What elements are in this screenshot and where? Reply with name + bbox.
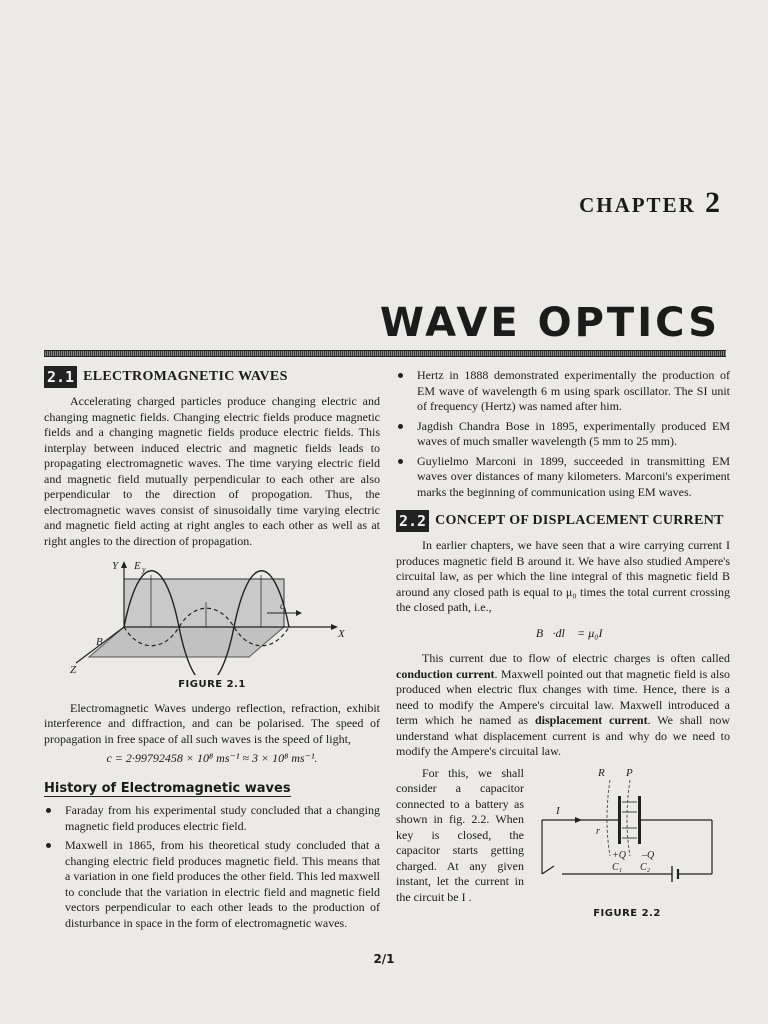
current-i-label: I [556, 804, 560, 817]
page-number: 2/1 [373, 952, 395, 966]
chapter-title: WAVE OPTICS [379, 300, 720, 346]
section-number: 2.1 [44, 366, 77, 388]
history-heading: History of Electromagnetic waves [44, 780, 291, 796]
speed-of-light-equation: c = 2·99792458 × 10⁸ ms⁻¹ ≈ 3 × 10⁸ ms⁻¹. [106, 751, 318, 765]
bullet-icon [398, 424, 403, 429]
figure-2-2 [532, 766, 722, 922]
section-2-2-paragraph: In earlier chapters, we have seen that a wire carrying current I produces magnetic field B around it. We have also studied Ampere's circuital law, as per which the line integral of this magnetic field B around any closed path is equal to μ₀ times the total current crossing the closed path, i.e., [396, 538, 730, 614]
bullet-icon [46, 843, 51, 848]
title-rule [44, 350, 726, 357]
chapter-label: CHAPTER [579, 193, 696, 217]
section-title: ELECTROMAGNETIC WAVES [83, 369, 288, 385]
surface-r-label: R [598, 766, 605, 779]
section-2-1-paragraph-2: Electromagnetic Waves undergo reflection, refraction, exhibit interference and diffraction, and can be polarised. The speed of propagation in free space of all such waves is the speed of light, [44, 700, 380, 746]
charge-minus-label: –Q [642, 849, 655, 861]
section-2-2-heading [396, 510, 730, 532]
displacement-current-term: displacement current [534, 713, 648, 727]
axis-x-label: X [338, 628, 345, 640]
section-2-2-paragraph-3: For this, we shall consider a capacitor connected to a battery as shown in fig. 2.2. When key is closed, the capacitor starts getting charged. At any given instant, let the current in the circuit be I . [396, 765, 524, 904]
right-column [396, 368, 730, 922]
em-wave-diagram [54, 557, 354, 675]
chapter-heading [579, 186, 722, 220]
section-2-1-heading [44, 366, 380, 388]
bullet-icon [46, 808, 51, 813]
bullet-icon [398, 373, 403, 378]
figure-2-1 [54, 557, 380, 675]
capacitor-block [396, 766, 730, 922]
axis-y-label: Y [112, 560, 119, 572]
section-2-1-paragraph: Accelerating charged particles produce changing electric and changing magnetic fields. Changing electric fields produce magnetic fields and a changing magnetic fields produce electric fields. This interplay between induced electric and magnetic fields leads to propagating electromagnetic waves. The time varying electric field and magnetic field mutually perpendicular to each other are also perpendicular to the direction of propogation. Thus, the electromagnetic waves consist of sinusoidally time varying electric and magnetic field acting at right angles to each other as well as at right angles to the direction of propagation. [44, 394, 380, 548]
capacitor-circuit-diagram [532, 766, 722, 906]
field-e-label: E [134, 560, 141, 572]
ampere-law-equation: ∮ B⃗·dl⃗ = μ₀I [523, 625, 603, 640]
axis-z-label: Z [70, 664, 77, 675]
list-item: Jagdish Chandra Bose in 1895, experimentally produced EM waves of much smaller wavelength (5 mm to 25 mm). [396, 419, 730, 450]
charge-plus-label: +Q [612, 849, 626, 861]
conduction-current-term: conduction current [396, 666, 495, 681]
section-title: CONCEPT OF DISPLACEMENT CURRENT [435, 513, 724, 529]
chapter-number: 2 [705, 186, 722, 219]
section-number: 2.2 [396, 510, 429, 532]
bullet-icon [398, 459, 403, 464]
left-column [44, 366, 380, 935]
list-item: Faraday from his experimental study concluded that a changing magnetic field produces electric field. [44, 803, 380, 834]
radius-r-label: r [596, 825, 600, 837]
list-item: Maxwell in 1865, from his theoretical study concluded that a changing electric field produces magnetic field. This means that a variation in one field produces the other field. This led maxwell to conclude that the variation in electric field and magnetic field vectors perpendicular to each other leads to the production of disturbance in space in the form of electromagnetic waves. [44, 838, 380, 931]
surface-p-label: P [626, 766, 633, 779]
field-b-label: B [96, 636, 103, 648]
plate-c2-label: C₂ [640, 861, 651, 873]
history-list-right [396, 368, 730, 500]
history-list-left [44, 803, 380, 931]
section-2-2-paragraph-2: This current due to flow of electric charges is often called conduction current. Maxwell pointed out that magnetic field is also produced when electric flux changes with time. Hence, there is a need to modify the Ampere's circuital law. Maxwell introduced a term which he named as displacement current. We shall now understand what displacement current is and why do we need to modify the Ampere's circuital law. [396, 651, 731, 758]
field-e-subscript: y [142, 565, 146, 574]
figure-2-2-caption: FIGURE 2.2 [593, 908, 661, 919]
figure-2-1-caption: FIGURE 2.1 [178, 679, 246, 690]
plate-c1-label: C₁ [612, 861, 623, 873]
list-item: Guylielmo Marconi in 1899, succeeded in transmitting EM waves over distances of many kilometers. Marconi's experiment marks the beginning of communication using EM waves. [396, 454, 730, 501]
list-item: Hertz in 1888 demonstrated experimentally the production of EM wave of wavelength 6 m using spark oscillator. The SI unit of frequency (Hertz) was named after him. [396, 368, 730, 415]
speed-c-label: c [280, 601, 285, 612]
